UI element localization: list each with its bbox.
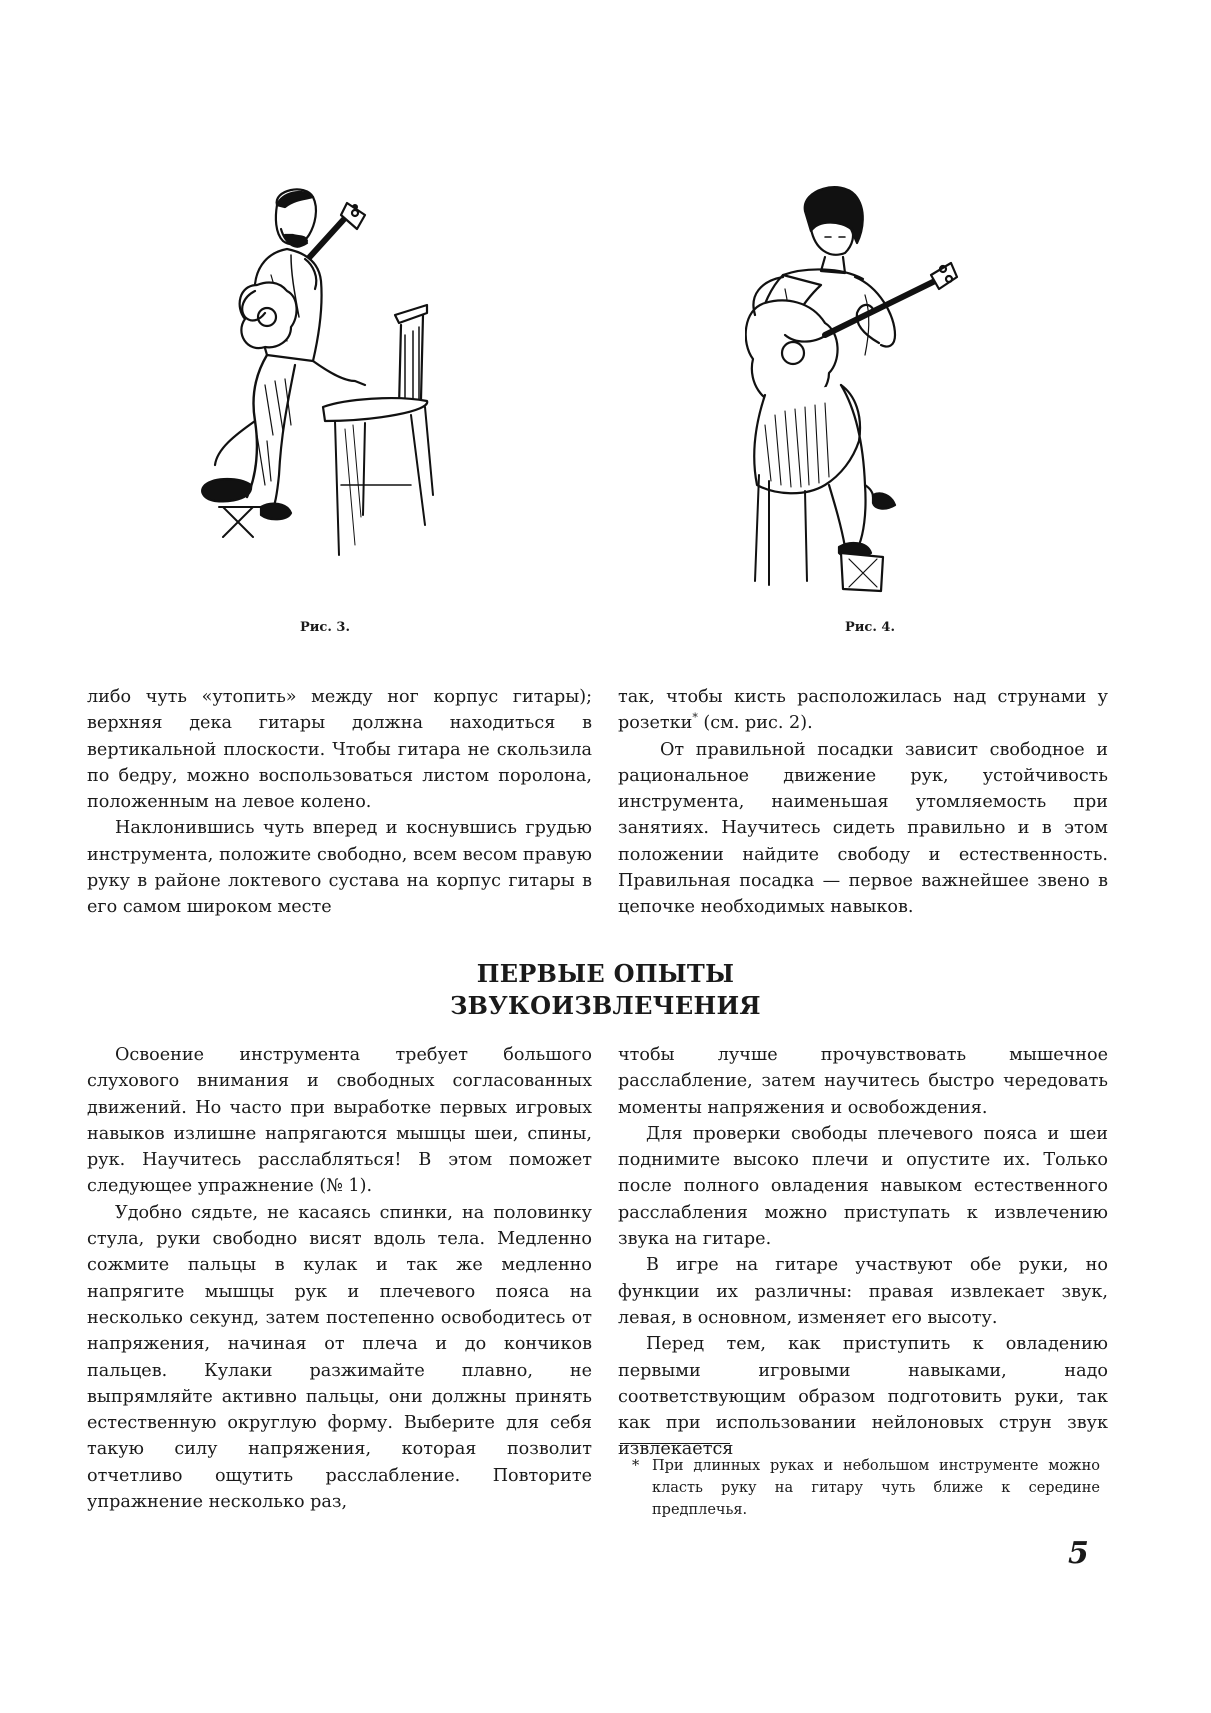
paragraph bbox=[618, 684, 1108, 737]
top-left-column bbox=[87, 684, 592, 921]
paragraph: В игре на гитаре участвуют обе руки, но функции их различны: правая извлекает звук, левая, в основном, изменяет его высоту. bbox=[618, 1255, 1108, 1328]
section-heading bbox=[0, 958, 1211, 1022]
top-right-column bbox=[618, 684, 1108, 921]
page-number: 5 bbox=[1068, 1536, 1089, 1571]
heading-line: ПЕРВЫЕ ОПЫТЫ bbox=[476, 959, 735, 988]
guitarist-man-illustration bbox=[195, 185, 465, 565]
footnote-divider bbox=[620, 1443, 730, 1444]
paragraph: От правильной посадки зависит свободное и рациональное движение рук, устойчивость инструмента, наименьшая утомляемость при занятиях. Научитесь сидеть правильно и в этом положении найдите свободу и естественность. Правильная посадка — первое важнейшее звено в цепочке необходимых навыков. bbox=[618, 739, 1108, 918]
paragraph: Удобно сядьте, не касаясь спинки, на половинку стула, руки свободно висят вдоль тела. Медленно сожмите пальцы в кулак и так же медленно напрягите мышцы рук и плечевого пояса на несколько секунд, затем постепенно освободитесь от напряжения, начиная от плеча и до кончиков пальцев. Кулаки разжимайте плавно, не выпрямляйте активно пальцы, они должны принять естественную округлую форму. Выберите для себя такую силу напряжения, которая позволит отчетливо ощутить расслабление. Повторите упражнение несколько раз, bbox=[87, 1202, 592, 1513]
heading-line: ЗВУКОИЗВЛЕЧЕНИЯ bbox=[450, 991, 761, 1020]
paragraph: Освоение инструмента требует большого слухового внимания и свободных согласованных движений. Но часто при выработке первых игровых навыков излишне напрягаются мышцы шеи, спины, рук. Научитесь расслабляться! В этом поможет следующее упражнение (№ 1). bbox=[87, 1045, 592, 1197]
figure-4 bbox=[745, 185, 1015, 605]
footnote-text: При длинных руках и небольшом инструменте можно класть руку на гитару чуть ближе к середине предплечья. bbox=[652, 1458, 1100, 1518]
figure-4-caption: Рис. 4. bbox=[845, 620, 895, 635]
paragraph: Перед тем, как приступить к овладению первыми игровыми навыками, надо соответствующим образом подготовить руки, так как при использовании нейлоновых струн звук извлекается bbox=[618, 1334, 1108, 1460]
text-fragment: так, чтобы кисть расположилась над струнами у розетки bbox=[618, 687, 1108, 734]
paragraph: либо чуть «утопить» между ног корпус гитары); верхняя дека гитары должна находиться в вертикальной плоскости. Чтобы гитара не скользила по бедру, можно воспользоваться листом поролона, положенным на левое колено. bbox=[87, 687, 592, 813]
footnote-reference: * bbox=[692, 711, 698, 725]
paragraph: Наклонившись чуть вперед и коснувшись грудью инструмента, положите свободно, всем весом правую руку в районе локтевого сустава на корпус гитары в его самом широком месте bbox=[87, 818, 592, 918]
figure-3 bbox=[195, 185, 465, 565]
footnote-mark: * bbox=[632, 1458, 640, 1474]
bottom-right-column bbox=[618, 1042, 1108, 1463]
paragraph: Для проверки свободы плечевого пояса и шеи поднимите высоко плечи и опустите их. Только после полного овладения навыком естественного расслабления можно приступать к извлечению звука на гитаре. bbox=[618, 1123, 1108, 1250]
figure-3-caption: Рис. 3. bbox=[300, 620, 350, 635]
guitarist-woman-illustration bbox=[745, 185, 1015, 605]
text-fragment: (см. рис. 2). bbox=[697, 713, 813, 734]
footnote bbox=[620, 1455, 1100, 1521]
paragraph: чтобы лучше прочувствовать мышечное расслабление, затем научитесь быстро чередовать моменты напряжения и освобождения. bbox=[618, 1045, 1108, 1118]
bottom-left-column bbox=[87, 1042, 592, 1515]
